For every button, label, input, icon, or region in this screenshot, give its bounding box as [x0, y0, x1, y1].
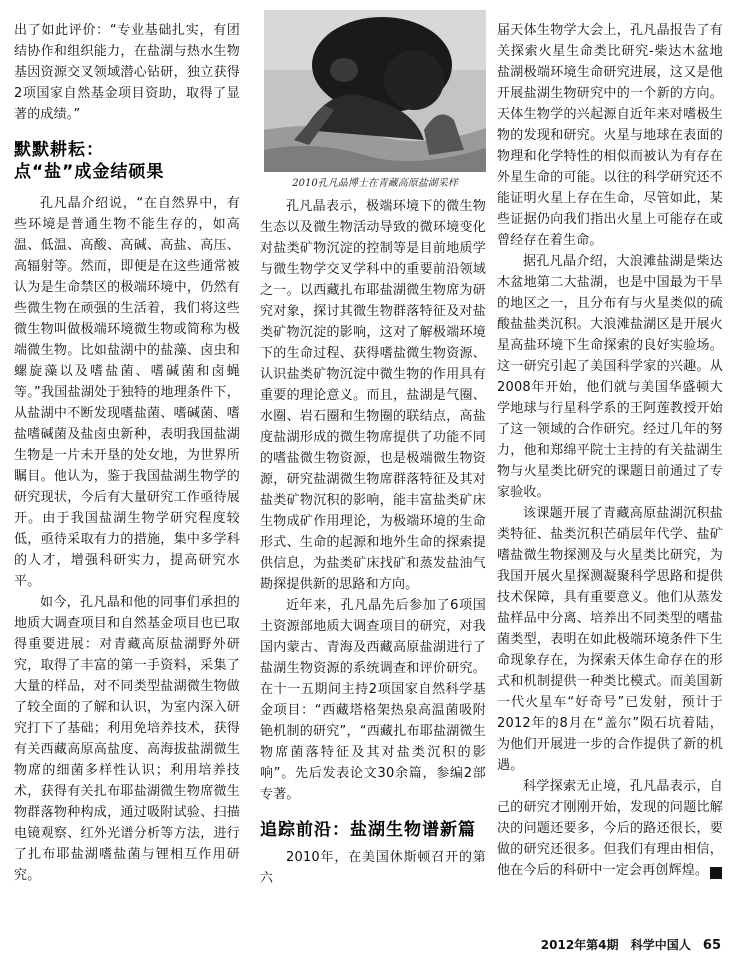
magazine-name: 科学中国人 — [630, 938, 691, 952]
photo-caption: 2010孔凡晶博士在青藏高原盐湖采样 — [292, 178, 458, 189]
closing-text: 科学探索无止境，孔凡晶表示，自己的研究才刚刚开始，发现的问题比解决的问题还要多，今后的路还很长，要做的研究还很多。但我们有理由相信，他在今后的科研中一定会再创辉煌。 — [497, 779, 723, 878]
body-paragraph: 2010年，在美国休斯顿召开的第六 — [260, 850, 486, 886]
column-left — [14, 20, 240, 886]
issue-label: 2012年第4期 — [540, 938, 619, 952]
section-heading: 追踪前沿：盐湖生物谱新篇 — [260, 820, 476, 840]
intro-paragraph: 出了如此评价：“专业基础扎实，有团结协作和组织能力，在盐湖与热水生物基因资源交叉领域潜心钻研，独立获得2项国家自然基金项目资助，取得了显著的成绩。” — [14, 23, 240, 122]
column-right — [497, 20, 745, 881]
body-paragraph: 届天体生物学大会上，孔凡晶报告了有关探索火星生命类比研究-柴达木盆地盐湖极端环境生命研究进展，这又是他开展盐湖生物研究中的一个新的方向。天体生物学的兴起源自近年来对嗜极生物的发现和研究。火星与地球在表面的物理和化学特性的相似而被认为有存在外星生命的可能。以往的科学研究还不能证明火星上存在生命，尽管如此，某些证据仍向我们指出火星上可能存在或曾经存在着生命。 — [497, 23, 723, 248]
body-paragraph: 孔凡晶表示，极端环境下的微生物生态以及微生物活动导致的微环境变化对盐类矿物沉淀的控制等是目前地质学与微生物学交叉学科中的重要前沿领域之一。以西藏扎布耶盐湖微生物席为研究对象，探讨其微生物群落特征及对盐类矿物沉淀的影响，这对了解极端环境下的生命过程、获得嗜盐微生物资源、认识盐类矿物沉淀中微生物的作用具有重要的理论意义。而且，盐湖是气圈、水圈、岩石圈和生物圈的联结点，高盐度盐湖形成的微生物席提供了功能不同的嗜盐微生物资源，也是极端微生物资源，研究盐湖微生物席群落特征及其对盐类矿物沉积的影响，能丰富盐类矿床生物成矿作用理论，为极端环境的生命形式、生命的起源和地外生命的探索提供信息，为盐类矿床找矿和蒸发盐油气勘探提供新的思路和方向。 — [260, 199, 486, 592]
photo-image — [264, 10, 486, 172]
page-footer — [533, 936, 721, 953]
body-paragraph: 据孔凡晶介绍，大浪滩盐湖是柴达木盆地第二大盐湖，也是中国最为干旱的地区之一，且分布有与火星类似的硫酸盐盐类沉积。大浪滩盐湖区是开展火星高盐环境下生命探索的良好实验场。这一研究引起了美国科学家的兴趣。从2008年开始，他们就与美国华盛顿大学地球与行星科学系的王阿莲教授开始了这一领域的合作研究。经过几年的努力，他和郑绵平院士主持的有关盐湖生物与火星类比研究的课题日前通过了专家验收。 — [497, 254, 723, 500]
body-paragraph — [497, 776, 745, 881]
end-mark-icon: 囧 — [710, 867, 722, 879]
body-paragraph: 该课题开展了青藏高原盐湖沉积盐类特征、盐类沉积芒硝层年代学、盐矿嗜盐微生物探测及与火星类比研究，为我国开展火星探测凝聚科学思路和提供技术保障，具有重要意义。他们从蒸发盐样品中分离、培养出不同类型的嗜盐菌类型，表明在如此极端环境条件下生命现象存在，为探索天体生命存在的形式和机制提供一种类比模式。而美国新一代火星车“好奇号”已发射，预计于2012年的8月在“盖尔”陨石坑着陆，为他们开展进一步的合作提供了新的机遇。 — [497, 506, 723, 773]
section-heading-line2: 点“盐”成金结硕果 — [14, 162, 165, 182]
column-middle — [260, 196, 486, 889]
body-paragraph: 孔凡晶介绍说，“在自然界中，有些环境是普通生物不能生存的，如高温、低温、高酸、高碱、高盐、高压、高辐射等。然而，即便是在这些通常被认为是生命禁区的极端环境中，仍然有些微生物在顽强的生活着，我们将这些微生物叫做极端环境微生物或简称为极端微生物。比如盐湖中的盐藻、卤虫和螺旋藻以及嗜盐菌、嗜碱菌和卤蝇等。”我国盐湖处于独特的地理条件下，从盐湖中不断发现嗜盐菌、嗜碱菌、嗜盐嗜碱菌及盐卤虫新种，表明我国盐湖生物是一片未开垦的处女地，为世界所瞩目。他认为，鉴于我国盐湖生物学的研究现状，今后有大量研究工作亟待展开。由于我国盐湖生物学研究程度较低，亟待采取有力的措施，集中多学科的人才，增强科研实力，提高研究水平。 — [14, 196, 240, 589]
field-sampling-photo — [264, 10, 486, 172]
page-number: 65 — [702, 938, 721, 953]
body-paragraph: 如今，孔凡晶和他的同事们承担的地质大调查项目和自然基金项目也已取得重要进展：对青藏高原盐湖野外研究，取得了丰富的第一手资料，采集了大量的样品，对不同类型盐湖微生物做了较全面的了解和认识，为室内深入研究打下了基础；利用免培养技术，获得有关西藏高原高盐度、高海拔盐湖微生物席的细菌多样性认识；利用培养技术，获得有关扎布耶盐湖微生物席微生物群落物种构成，通过吸附试验、扫描电镜观察、红外光谱分析等方法，进行了扎布耶盐湖嗜盐菌与锂相互作用研究。 — [14, 595, 240, 883]
body-paragraph: 近年来，孔凡晶先后参加了6项国土资源部地质大调查项目的研究，对我国内蒙古、青海及西藏高原盐湖进行了盐湖生物资源的系统调查和评价研究。在十一五期间主持2项国家自然科学基金项目：“西藏塔格架热泉高温菌吸附铯机制的研究”，“西藏扎布耶盐湖微生物席菌落特征及其对盐类沉积的影响”。先后发表论文30余篇，参编2部专著。 — [260, 598, 486, 802]
section-heading-line1: 默默耕耘： — [14, 140, 104, 160]
